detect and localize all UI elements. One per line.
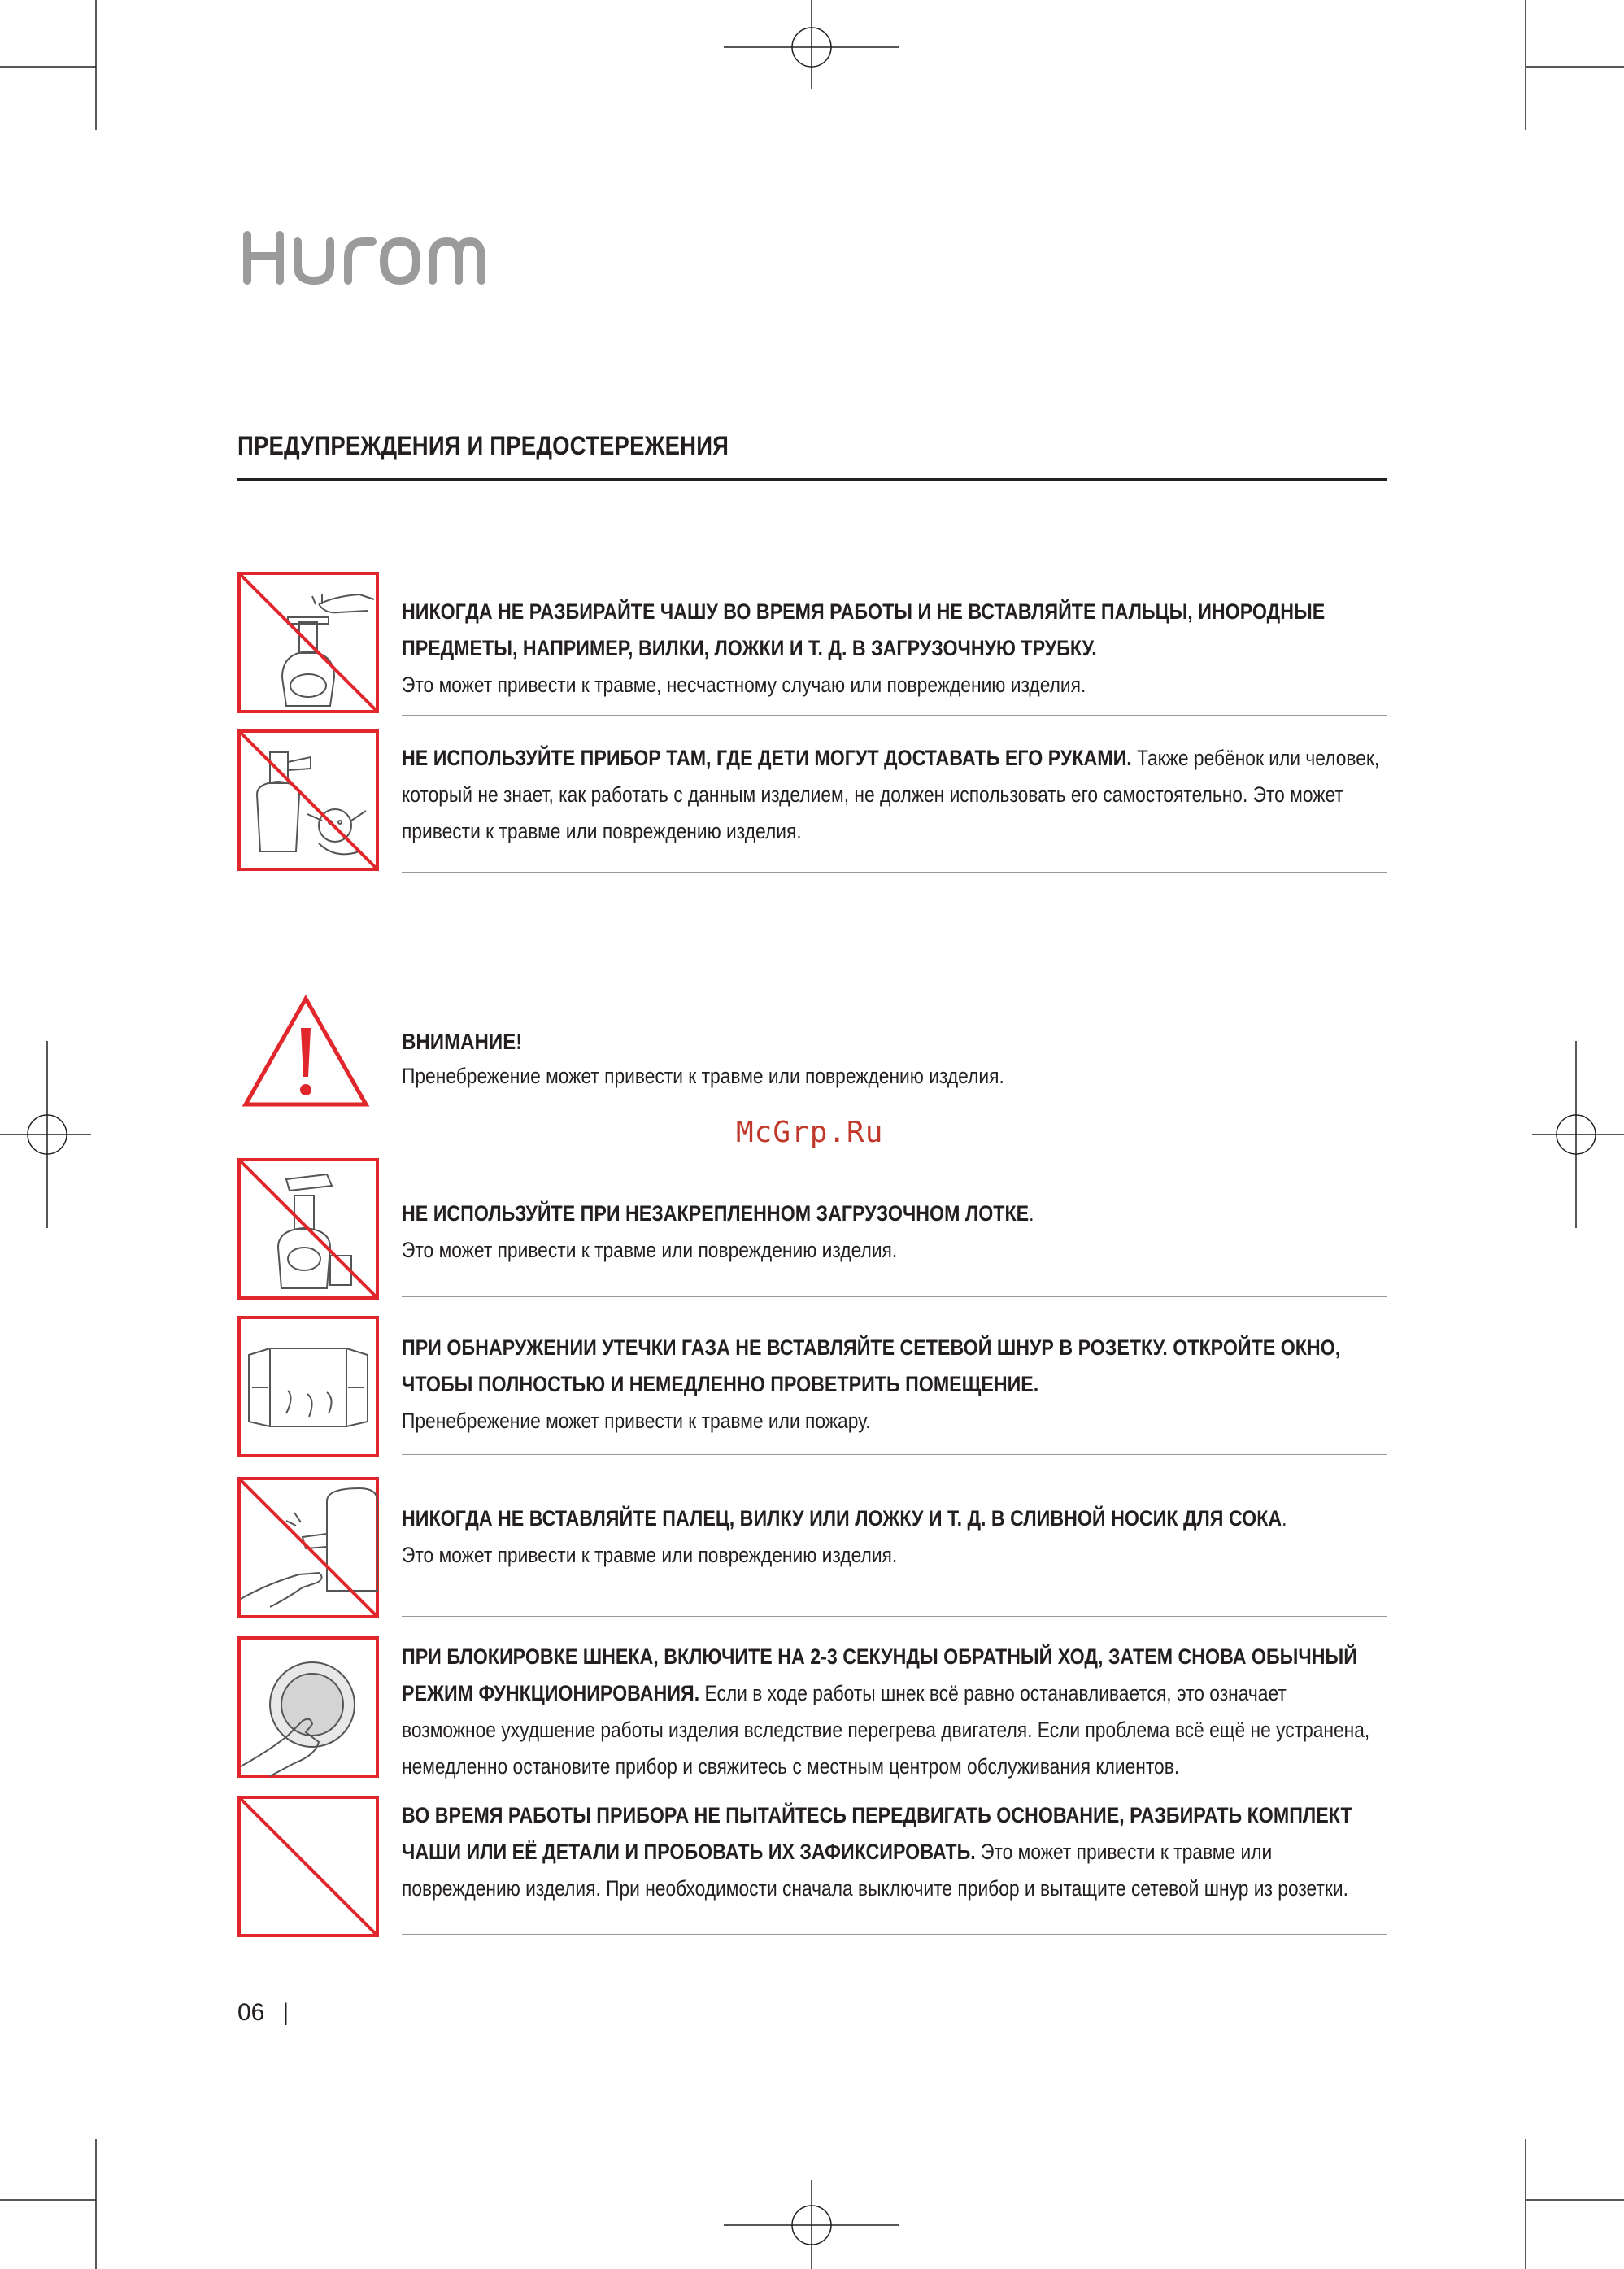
prohibited-unsecured-tray-icon xyxy=(237,1158,379,1300)
warning-1-text xyxy=(402,594,1386,703)
warning-2-body: Также ребёнок или человек, который не знает, как работать с данным изделием, не должен использовать его самостоятельно. Это может привести к травме или повреждению изделия. xyxy=(402,746,1380,843)
warning-2-text xyxy=(402,740,1386,850)
section-divider xyxy=(237,478,1387,481)
prohibited-finger-in-spout-icon xyxy=(237,1477,379,1618)
caution-text: Пренебрежение может привести к травме или повреждению изделия. xyxy=(402,1064,1004,1088)
hurom-logo xyxy=(241,230,486,287)
reverse-button-icon xyxy=(237,1636,379,1778)
warning-triangle-icon xyxy=(241,994,371,1109)
warning-7-body: Это может привести к травме или повреждению изделия. При необходимости сначала выключите прибор и вытащите сетевой шнур из розетки. xyxy=(402,1840,1348,1901)
prohibited-hand-in-feeder-icon xyxy=(237,572,379,713)
open-window-icon xyxy=(237,1316,379,1457)
warning-7-text xyxy=(402,1797,1386,1907)
warning-5-text xyxy=(402,1500,1386,1574)
divider xyxy=(402,1934,1387,1935)
watermark: McGrp.Ru xyxy=(736,1116,884,1149)
page-number: 06 | xyxy=(237,1999,290,2026)
warning-6-bold: ПРИ БЛОКИРОВКЕ ШНЕКА, ВКЛЮЧИТЕ НА 2-3 СЕКУНДЫ ОБРАТНЫЙ ХОД, ЗАТЕМ СНОВА ОБЫЧНЫЙ РЕЖИМ ФУНКЦИОНИРОВАНИЯ. xyxy=(402,1644,1357,1705)
section-title: ПРЕДУПРЕЖДЕНИЯ И ПРЕДОСТЕРЕЖЕНИЯ xyxy=(237,431,729,460)
warning-3-bold: НЕ ИСПОЛЬЗУЙТЕ ПРИ НЕЗАКРЕПЛЕННОМ ЗАГРУЗОЧНОМ ЛОТКЕ xyxy=(402,1201,1030,1226)
divider xyxy=(402,1616,1387,1617)
warning-1-body: Это может привести к травме, несчастному случаю или повреждению изделия. xyxy=(402,673,1086,697)
warning-3-tail: . xyxy=(1029,1201,1034,1226)
divider xyxy=(402,1454,1387,1455)
divider xyxy=(402,872,1387,873)
warning-4-body: Пренебрежение может привести к травме или пожару. xyxy=(402,1409,871,1433)
warning-3-body: Это может привести к травме или повреждению изделия. xyxy=(402,1238,898,1262)
divider xyxy=(402,715,1387,716)
warning-2-bold: НЕ ИСПОЛЬЗУЙТЕ ПРИБОР ТАМ, ГДЕ ДЕТИ МОГУТ ДОСТАВАТЬ ЕГО РУКАМИ. xyxy=(402,746,1132,770)
warning-5-body: Это может привести к травме или повреждению изделия. xyxy=(402,1543,898,1567)
warning-3-text xyxy=(402,1195,1386,1269)
warning-6-body: Если в ходе работы шнек всё равно останавливается, это означает возможное ухудшение работы изделия вследствие перегрева двигателя. Если проблема всё ещё не устранена, немедленно остановите прибор и свяжитесь с местным центром обслуживания клиентов. xyxy=(402,1681,1370,1779)
warning-5-bold: НИКОГДА НЕ ВСТАВЛЯЙТЕ ПАЛЕЦ, ВИЛКУ ИЛИ ЛОЖКУ И Т. Д. В СЛИВНОЙ НОСИК ДЛЯ СОКА xyxy=(402,1506,1282,1531)
warning-5-tail: . xyxy=(1282,1506,1287,1531)
divider xyxy=(402,1296,1387,1297)
prohibited-child-access-icon xyxy=(237,729,379,871)
page-number-value: 06 xyxy=(237,1999,265,2026)
warning-1-bold: НИКОГДА НЕ РАЗБИРАЙТЕ ЧАШУ ВО ВРЕМЯ РАБОТЫ И НЕ ВСТАВЛЯЙТЕ ПАЛЬЦЫ, ИНОРОДНЫЕ ПРЕДМЕТЫ, НАПРИМЕР, ВИЛКИ, ЛОЖКИ И Т. Д. В ЗАГРУЗОЧНУЮ ТРУБКУ. xyxy=(402,599,1326,660)
warning-7-bold: ВО ВРЕМЯ РАБОТЫ ПРИБОРА НЕ ПЫТАЙТЕСЬ ПЕРЕДВИГАТЬ ОСНОВАНИЕ, РАЗБИРАТЬ КОМПЛЕКТ ЧАШИ ИЛИ ЕЁ ДЕТАЛИ И ПРОБОВАТЬ ИХ ЗАФИКСИРОВАТЬ. xyxy=(402,1803,1352,1864)
warning-4-bold: ПРИ ОБНАРУЖЕНИИ УТЕЧКИ ГАЗА НЕ ВСТАВЛЯЙТЕ СЕТЕВОЙ ШНУР В РОЗЕТКУ. ОТКРОЙТЕ ОКНО, ЧТОБЫ ПОЛНОСТЬЮ И НЕМЕДЛЕННО ПРОВЕТРИТЬ ПОМЕЩЕНИЕ. xyxy=(402,1335,1341,1396)
warning-6-text xyxy=(402,1639,1386,1785)
caution-title: ВНИМАНИЕ! xyxy=(402,1029,523,1054)
warning-4-text xyxy=(402,1330,1386,1439)
prohibited-moving-base-icon xyxy=(237,1796,379,1937)
